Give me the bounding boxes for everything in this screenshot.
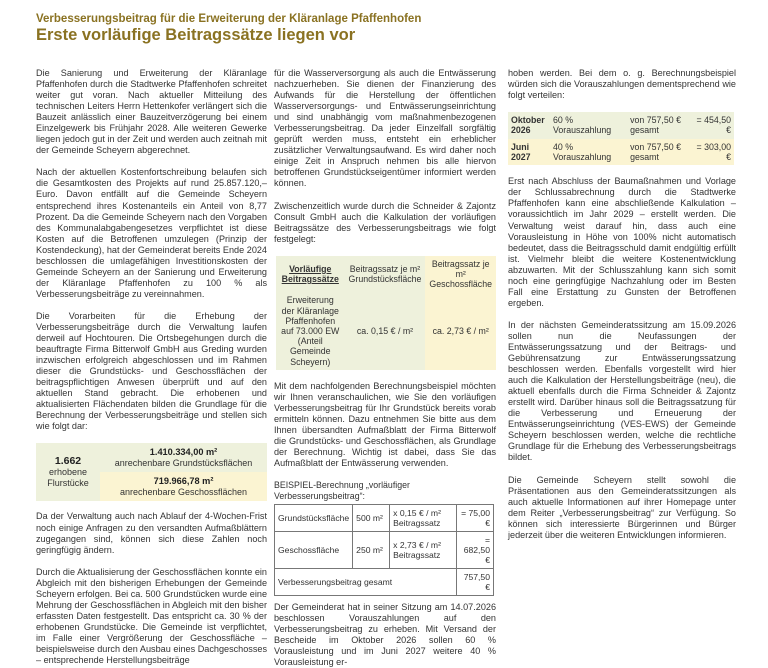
- installment-share: 60 % Vorauszahlung: [550, 112, 627, 139]
- example-total-value: 757,50 €: [457, 569, 494, 596]
- area-stats-box: [36, 443, 267, 501]
- example-floor-result: = 682,50 €: [457, 532, 494, 569]
- rates-row-plot: ca. 0,15 € / m²: [345, 292, 426, 369]
- paragraph: Mit dem nachfolgenden Berechnungsbeispiel möchten wir Ihnen veranschaulichen, wie Sie den vorläufigen Verbesserungsbeitrag für Ihr Grundstück bereits vorab ermitteln können. Dazu entnehmen Sie bitte aus dem Ihnen übersandten Aufmaßblatt der Firma Bitterwolf die Grundstücks- und Geschossflächen, als Grundlage der Berechnung. Wichtig ist dabei, dass Sie das Aufmaßblatt der Entwässerung verwenden.: [274, 380, 496, 469]
- paragraph: Die Gemeinde Scheyern stellt sowohl die Präsentationen aus den Gemeinderatssitzungen als auch aktuelle Informationen auf ihrer Homepage unter dem Reiter „Verbesserungsbeitrag“ zur Verfügung. So können sich interessierte Bürgerinnen und Bürger jederzeit über die weiteren Entwicklungen informieren.: [508, 474, 736, 540]
- paragraph: In der nächsten Gemeinderatssitzung am 15.09.2026 sollen nun die Neufassungen der Entwässerungssatzung und der Beitrags- und Gebührensatzung zur Entwässerungssatzung beschlossen werden. Ebenfalls vorgestellt wird hier auch die Kalkulation der Herstellungsbeiträge (neu), die aktuell ebenfalls durch die Firma Schneider & Zajontz erstellt wird. Darüber hinaus soll die Beitragssatzung für die Verbesserung und Erneuerung der Entwässerungseinrichtung (VES-EWS) der Gemeinde Scheyern beschlossen werden, welche die rechtliche Grundlage für die Erhebung des Verbesserungsbeitrags bildet.: [508, 319, 736, 463]
- installment-amount: = 454,50 €: [693, 112, 734, 139]
- plot-area-value: 1.410.334,00 m²: [149, 446, 218, 457]
- rates-head-label: Vorläufige Beitragssätze: [276, 256, 345, 293]
- example-table: [274, 504, 494, 596]
- paragraph: Der Gemeinderat hat in seiner Sitzung am 14.07.2026 beschlossen Vorauszahlungen auf den Verbesserungsbeitrag zu erheben. Mit Versand der Bescheide im Oktober 2026 sollen 60 % Vorausleistung und im Juni 2027 weitere 40 % Vorausleistung er-: [274, 602, 496, 668]
- installment-period: Oktober 2026: [508, 112, 550, 139]
- floor-area-cell: [100, 472, 267, 501]
- column-1: [36, 68, 267, 666]
- example-plot-label: Grundstücksfläche: [275, 505, 353, 532]
- example-title: BEISPIEL-Berechnung „vorläufiger Verbesserungsbeitrag“:: [274, 480, 410, 502]
- article-headline: Erste vorläufige Beitragssätze liegen vor: [36, 26, 356, 44]
- installment-row: [508, 112, 734, 139]
- paragraph: Nach der aktuellen Kostenfortschreibung belaufen sich die Gesamtkosten des Projekts auf rund 25.857.120,– Euro. Davon entfällt auf die Gemeinde Scheyern entsprechend ihres Kostenanteils ein Anteil von 8,77 Prozent. Da die Gemeinde Scheyern nach den Vorgaben des Kommunalabgabengesetzes verpflichtet ist diese Kosten auf die Betroffenen umzulegen (Prinzip der Kostendeckung), hat der Gemeinderat bereits Ende 2024 beschlossen die umlagefähigen Investitionskosten der Gemeinde Scheyern an der Sanierung und Erweiterung der Kläranlage Pfaffenhofen zu 100 % als Verbesserungsbeiträge zu vereinnahmen.: [36, 167, 267, 299]
- parcel-count-label: erhobene Flurstücke: [47, 466, 89, 488]
- example-total-label: Verbesserungsbeitrag gesamt: [275, 569, 457, 596]
- installment-base: von 757,50 € gesamt: [627, 139, 692, 166]
- installment-base: von 757,50 € gesamt: [627, 112, 692, 139]
- rates-row-label: Erweiterung der Kläranlage Pfaffenhofen auf 73.000 EW (Anteil Gemeinde Scheyern): [276, 292, 345, 369]
- column-3: [508, 68, 736, 541]
- paragraph: hoben werden. Bei dem o. g. Berechnungsbeispiel würden sich die Vorauszahlungen dementsprechend wie folgt verteilen:: [508, 68, 736, 101]
- installment-amount: = 303,00 €: [693, 139, 734, 166]
- example-plot-rate: x 0,15 € / m² Beitragssatz: [390, 505, 457, 532]
- example-plot-area: 500 m²: [353, 505, 390, 532]
- article-header: [36, 12, 736, 45]
- example-floor-area: 250 m²: [353, 532, 390, 569]
- paragraph: Die Vorarbeiten für die Erhebung der Verbesserungsbeiträge durch die Verwaltung laufen derweil auf Hochtouren. Die Ortsbegehungen durch die beauftragte Firma Bitterwolf GmbH aus Greding wurden inzwischen erfolgreich abgeschlossen und im Rahmen dieser die Grundstücks- und Geschossflächen der beitragspflichtigen Anwesen überprüft und auf den aktuellen Stand gebracht. Die erhobenen und aktualisierten Flächendaten bilden die Grundlage für die Berechnung der Verbesserungsbeiträge und stellen sich wie folgt dar:: [36, 310, 267, 432]
- paragraph: Durch die Aktualisierung der Geschossflächen konnte ein Abgleich mit den bisherigen Erhebungen der Gemeinde Scheyern erfolgen. Bei ca. 500 Grundstücken wurde eine Mehrung der Geschossflächen in Abgleich mit den bisher erfassten Daten festgestellt. Das entspricht ca. 30 % der erhobenen Grundstücke. Die Gemeinde ist verpflichtet, im Falle einer Vergrößerung der Geschossfläche – beispielsweise durch den Ausbau eines Dachgeschosses – entsprechende Herstellungsbeiträge: [36, 566, 267, 666]
- paragraph: Erst nach Abschluss der Baumaßnahmen und Vorlage der Schlussabrechnung durch die Stadtwerke Pfaffenhofen kann eine abschließende Kalkulation – voraussichtlich im Jahr 2029 – erstellt werden. Die Verwaltung weist darauf hin, dass auch eine Vorausleistung in Höhe von 100% nicht automatisch bedeutet, dass die Beitragsschuld damit endgültig erfüllt ist. Vielmehr bleibt die weitere Kostenentwicklung abzuwarten. Mit der Schlusszahlung kann sich somit noch eine geringfügige Nachzahlung oder im Besten Fall eine Erstattung zu Gunsten der Betroffenen ergeben.: [508, 176, 736, 308]
- rates-head-floor: Beitragssatz je m² Geschossfläche: [425, 256, 496, 293]
- floor-area-label: anrechenbare Geschossflächen: [119, 486, 248, 497]
- example-floor-label: Geschossfläche: [275, 532, 353, 569]
- plot-area-label: anrechenbare Grundstücksflächen: [114, 457, 253, 468]
- example-floor-rate: x 2,73 € / m² Beitragssatz: [390, 532, 457, 569]
- installment-period: Juni 2027: [508, 139, 550, 166]
- installment-row: [508, 139, 734, 166]
- rates-row-floor: ca. 2,73 € / m²: [425, 292, 496, 369]
- paragraph: für die Wasserversorgung als auch die Entwässerung nachzuerheben. Sie dienen der Finanzierung des Aufwands für die Herstellung der öffentlichen Wasserversorgungs- und Entwässerungseinrichtung und sind unabhängig vom maßnahmenbezogenen Verbesserungsbeitrag. Da jeder Einzelfall sorgfältig geprüft werden muss, entsteht ein erheblicher zusätzlicher Verwaltungsaufwand. Es wird daher noch einige Zeit in Anspruch nehmen bis alle hiervon betroffenen Grundstückseigentümer informiert werden können.: [274, 68, 496, 189]
- floor-area-value: 719.966,78 m²: [153, 475, 214, 486]
- rates-table: [276, 256, 496, 370]
- paragraph: Die Sanierung und Erweiterung der Kläranlage Pfaffenhofen durch die Stadtwerke Pfaffenhofen schreitet weiter gut voran. Nach aktueller Mitteilung des technischen Leiters Herrn Hettenkofer verlängert sich die Bauzeit anlässlich einer Bauzeitverzögerung bei einem Einzelgewerk bis Frühjahr 2028. Alle weiteren Gewerke liegen jedoch gut in der Zeit und werden auch zeitnah mit der Gemeinde Scheyern abgerechnet.: [36, 68, 267, 156]
- paragraph: Zwischenzeitlich wurde durch die Schneider & Zajontz Consult GmbH auch die Kalkulation der vorläufigen Beitragssätze des Verbesserungsbeitrags wie folgt festgelegt:: [274, 200, 496, 244]
- plot-area-cell: [100, 443, 267, 472]
- rates-head-plot: Beitragssatz je m² Grundstücksfläche: [345, 256, 426, 293]
- article-kicker: Verbesserungsbeitrag für die Erweiterung der Kläranlage Pfaffenhofen: [36, 13, 422, 25]
- installment-share: 40 % Vorauszahlung: [550, 139, 627, 166]
- paragraph: Da der Verwaltung auch nach Ablauf der 4-Wochen-Frist noch einige Anfragen zu den versandten Aufmaßblättern zugegangen sind, können sich diese Zahlen noch geringfügig ändern.: [36, 511, 267, 555]
- installments-table: [508, 112, 734, 165]
- column-2: [274, 68, 496, 668]
- parcel-count: 1.662: [54, 454, 82, 467]
- example-plot-result: = 75,00 €: [457, 505, 494, 532]
- parcel-count-cell: [36, 443, 100, 501]
